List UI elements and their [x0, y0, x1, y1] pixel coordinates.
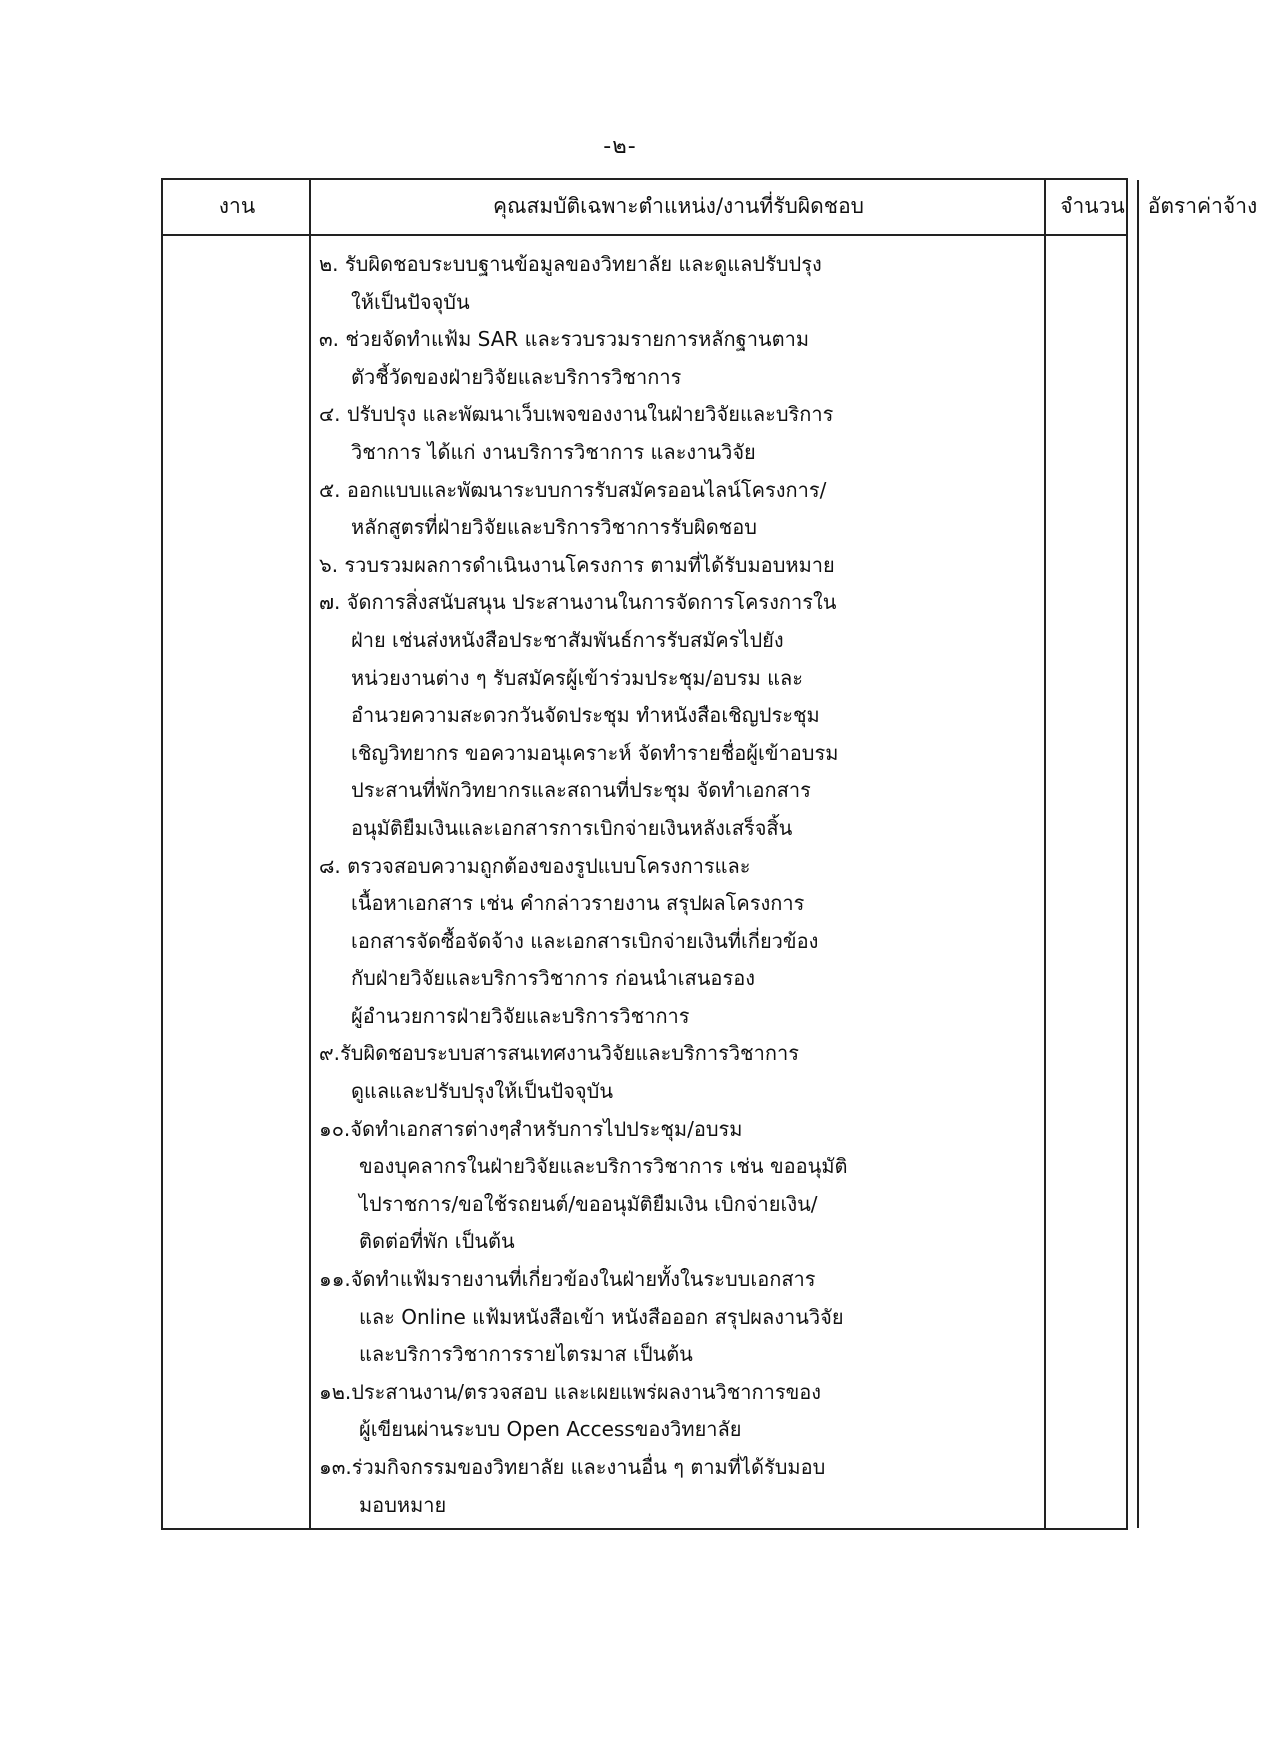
- duty-line: ผู้เขียนผ่านระบบ Open Accessของวิทยาลัย: [359, 1417, 742, 1442]
- duty-line: ๔. ปรับปรุง และพัฒนาเว็บเพจของงานในฝ่ายวิจัยและบริการ: [319, 402, 834, 427]
- duty-line: หน่วยงานต่าง ๆ รับสมัครผู้เข้าร่วมประชุม/อบรม และ: [351, 665, 804, 690]
- table-header-row: [163, 180, 1258, 236]
- duty-line: ดูแลและปรับปรุงให้เป็นปัจจุบัน: [351, 1079, 614, 1104]
- duty-line: ๕. ออกแบบและพัฒนาระบบการรับสมัครออนไลน์โครงการ/: [319, 477, 827, 502]
- duty-line: อนุมัติยืมเงินและเอกสารการเบิกจ่ายเงินหลังเสร็จสิ้น: [351, 815, 793, 840]
- duty-line: ติดต่อที่พัก เป็นต้น: [359, 1229, 515, 1254]
- duty-line: เอกสารจัดซื้อจัดจ้าง และเอกสารเบิกจ่ายเงินที่เกี่ยวข้อง: [351, 928, 819, 953]
- duty-line: ให้เป็นปัจจุบัน: [351, 289, 470, 314]
- header-work: งาน: [218, 193, 256, 218]
- duty-line: ๒. รับผิดชอบระบบฐานข้อมูลของวิทยาลัย และดูแลปรับปรุง: [319, 252, 822, 276]
- header-qualifications: คุณสมบัติเฉพาะตำแหน่ง/งานที่รับผิดชอบ: [492, 193, 865, 218]
- duty-line: ผู้อำนวยการฝ่ายวิจัยและบริการวิชาการ: [351, 1003, 690, 1028]
- duty-line: หลักสูตรที่ฝ่ายวิจัยและบริการวิชาการรับผิดชอบ: [351, 515, 757, 540]
- job-table: [161, 178, 1258, 1530]
- duty-line: ๓. ช่วยจัดทำแฟ้ม SAR และรวบรวมรายการหลักฐานตาม: [319, 327, 809, 352]
- duty-item: [319, 1261, 1046, 1374]
- duty-item: [319, 1374, 1046, 1449]
- duty-item: [319, 1035, 1046, 1110]
- duty-line: ๙.รับผิดชอบระบบสารสนเทศงานวิจัยและบริการวิชาการ: [319, 1041, 799, 1066]
- duty-line: อำนวยความสะดวกวันจัดประชุม ทำหนังสือเชิญประชุม: [351, 703, 820, 728]
- page-number: -๒-: [603, 134, 637, 159]
- duty-line: ประสานที่พักวิทยากรและสถานที่ประชุม จัดทำเอกสาร: [351, 778, 811, 803]
- duty-line: มอบหมาย: [359, 1492, 447, 1517]
- header-quantity: จำนวน: [1060, 193, 1125, 218]
- duty-line: เนื้อหาเอกสาร เช่น คำกล่าวรายงาน สรุปผลโครงการ: [351, 891, 805, 916]
- duty-line: กับฝ่ายวิจัยและบริการวิชาการ ก่อนนำเสนอรอง: [351, 966, 755, 991]
- duty-line: เชิญวิทยากร ขอความอนุเคราะห์ จัดทำรายชื่อผู้เข้าอบรม: [351, 740, 839, 765]
- duty-item: [319, 321, 1046, 396]
- duty-line: ๖. รวบรวมผลการดำเนินงานโครงการ ตามที่ได้รับมอบหมาย: [319, 552, 835, 577]
- duty-item: [319, 396, 1046, 471]
- duty-line: ฝ่าย เช่นส่งหนังสือประชาสัมพันธ์การรับสมัครไปยัง: [351, 627, 784, 652]
- duty-line: ๑๓.ร่วมกิจกรรมของวิทยาลัย และงานอื่น ๆ ตามที่ได้รับมอบ: [319, 1455, 826, 1479]
- duty-item: [319, 848, 1046, 1036]
- duty-item: [319, 472, 1046, 547]
- duty-line: ๑๑.จัดทำแฟ้มรายงานที่เกี่ยวข้องในฝ่ายทั้งในระบบเอกสาร: [319, 1267, 816, 1292]
- header-wage-rate: อัตราค่าจ้าง: [1147, 193, 1258, 218]
- duty-line: และบริการวิชาการรายไตรมาส เป็นต้น: [359, 1342, 693, 1367]
- duty-item: [319, 1111, 1046, 1261]
- duty-line: ไปราชการ/ขอใช้รถยนต์/ขออนุมัติยืมเงิน เบิกจ่ายเงิน/: [359, 1191, 818, 1216]
- column-divider-3: [1137, 180, 1139, 1528]
- duty-line: ๘. ตรวจสอบความถูกต้องของรูปแบบโครงการและ: [319, 853, 751, 878]
- duty-item: [319, 547, 1046, 585]
- duty-line: ๗. จัดการสิ่งสนับสนุน ประสานงานในการจัดการโครงการใน: [319, 590, 837, 615]
- duty-line: ของบุคลากรในฝ่ายวิจัยและบริการวิชาการ เช่น ขออนุมัติ: [359, 1154, 848, 1179]
- duty-line: วิชาการ ได้แก่ งานบริการวิชาการ และงานวิจัย: [351, 439, 756, 464]
- duty-line: ตัวชี้วัดของฝ่ายวิจัยและบริการวิชาการ: [351, 364, 682, 389]
- duty-line: ๑๐.จัดทำเอกสารต่างๆสำหรับการไปประชุม/อบรม: [319, 1116, 743, 1141]
- duty-item: [319, 246, 1046, 321]
- duty-item: [319, 1449, 1046, 1524]
- duties-list: [311, 236, 1046, 1524]
- duty-line: ๑๒.ประสานงาน/ตรวจสอบ และเผยแพร่ผลงานวิชาการของ: [319, 1379, 822, 1404]
- duty-item: [319, 584, 1046, 847]
- duty-line: และ Online แฟ้มหนังสือเข้า หนังสือออก สรุปผลงานวิจัย: [359, 1304, 844, 1329]
